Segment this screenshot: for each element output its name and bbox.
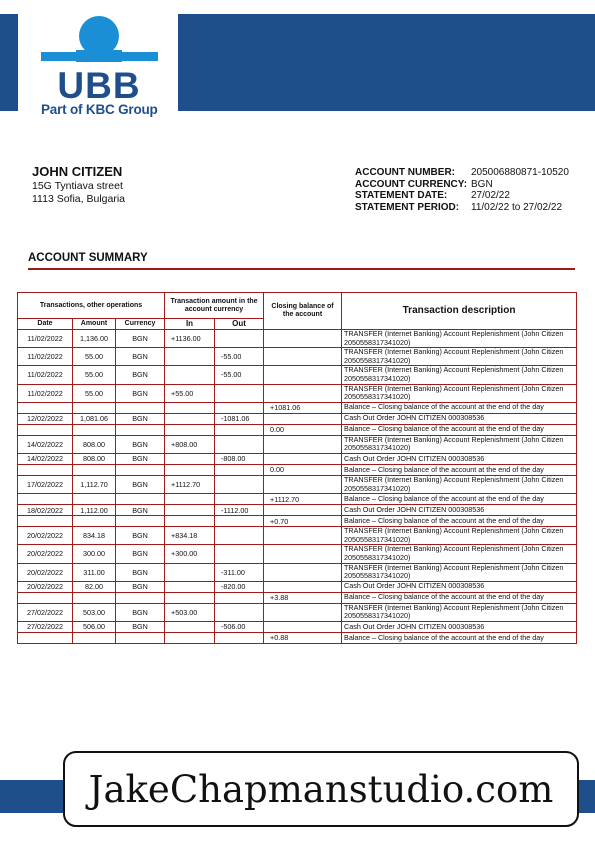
table-row <box>18 402 577 413</box>
cell-currency: BGN <box>116 330 165 348</box>
cell-date <box>18 494 73 505</box>
header-transaction-amount: Transaction amount in the account currency <box>165 293 264 319</box>
cell-description: Cash Out Order JOHN CITIZEN 000308536 <box>342 581 577 592</box>
cell-closing <box>264 621 342 632</box>
cell-date: 27/02/2022 <box>18 621 73 632</box>
group-label: Part of KBC Group <box>41 102 158 117</box>
cell-date <box>18 424 73 435</box>
cell-in: +1136.00 <box>165 330 215 348</box>
cell-in <box>165 348 215 366</box>
cell-currency: BGN <box>116 563 165 581</box>
cell-out: -1081.06 <box>215 413 264 424</box>
cell-closing <box>264 453 342 464</box>
cell-closing: +0.70 <box>264 516 342 527</box>
cell-out <box>215 494 264 505</box>
cell-date: 27/02/2022 <box>18 603 73 621</box>
cell-description: Balance – Closing balance of the account at the end of the day <box>342 464 577 475</box>
cell-in <box>165 505 215 516</box>
cell-amount <box>73 592 116 603</box>
cell-in <box>165 366 215 384</box>
table-row <box>18 494 577 505</box>
cell-description: TRANSFER (Internet Banking) Account Replenishment (John Citizen 2050558317341020) <box>342 348 577 366</box>
cell-amount: 1,112.00 <box>73 505 116 516</box>
cell-closing: +1081.06 <box>264 402 342 413</box>
cell-currency <box>116 402 165 413</box>
cell-out <box>215 603 264 621</box>
cell-amount: 808.00 <box>73 435 116 453</box>
cell-date: 20/02/2022 <box>18 545 73 563</box>
cell-description: Balance – Closing balance of the account at the end of the day <box>342 592 577 603</box>
cell-out: -311.00 <box>215 563 264 581</box>
header-amount: Amount <box>73 319 116 330</box>
transactions-table <box>17 292 577 644</box>
cell-date: 11/02/2022 <box>18 348 73 366</box>
cell-currency: BGN <box>116 545 165 563</box>
cell-currency: BGN <box>116 581 165 592</box>
cell-in: +834.18 <box>165 527 215 545</box>
table-row <box>18 413 577 424</box>
cell-out <box>215 527 264 545</box>
header-date: Date <box>18 319 73 330</box>
cell-in <box>165 581 215 592</box>
cell-date: 14/02/2022 <box>18 453 73 464</box>
cell-description: Balance – Closing balance of the account at the end of the day <box>342 402 577 413</box>
cell-amount: 55.00 <box>73 384 116 402</box>
cell-closing: +3.88 <box>264 592 342 603</box>
table-row <box>18 563 577 581</box>
table-row <box>18 366 577 384</box>
cell-closing <box>264 435 342 453</box>
cell-closing <box>264 413 342 424</box>
table-row <box>18 384 577 402</box>
header-band-left <box>0 14 18 111</box>
watermark: JakeChapmanstudio.com <box>63 751 579 827</box>
cell-date: 11/02/2022 <box>18 330 73 348</box>
cell-amount: 82.00 <box>73 581 116 592</box>
cell-in <box>165 494 215 505</box>
cell-description: Cash Out Order JOHN CITIZEN 000308536 <box>342 621 577 632</box>
cell-date <box>18 592 73 603</box>
customer-address-line1: 15G Tyntiava street <box>32 180 123 192</box>
account-currency-label: ACCOUNT CURRENCY: <box>355 178 468 190</box>
cell-amount <box>73 464 116 475</box>
cell-currency: BGN <box>116 413 165 424</box>
account-summary-title: ACCOUNT SUMMARY <box>28 252 148 264</box>
cell-currency: BGN <box>116 348 165 366</box>
cell-amount: 311.00 <box>73 563 116 581</box>
cell-out <box>215 435 264 453</box>
cell-out <box>215 632 264 643</box>
cell-amount: 506.00 <box>73 621 116 632</box>
header-closing-balance: Closing balance of the account <box>264 293 342 330</box>
cell-in <box>165 402 215 413</box>
cell-date: 12/02/2022 <box>18 413 73 424</box>
cell-description: TRANSFER (Internet Banking) Account Replenishment (John Citizen 2050558317341020) <box>342 330 577 348</box>
cell-out <box>215 402 264 413</box>
cell-amount: 1,081.06 <box>73 413 116 424</box>
cell-description: TRANSFER (Internet Banking) Account Replenishment (John Citizen 2050558317341020) <box>342 475 577 493</box>
cell-amount <box>73 516 116 527</box>
cell-description: TRANSFER (Internet Banking) Account Replenishment (John Citizen 2050558317341020) <box>342 527 577 545</box>
table-row <box>18 603 577 621</box>
statement-period: 11/02/22 to 27/02/22 <box>471 201 563 213</box>
cell-date: 17/02/2022 <box>18 475 73 493</box>
cell-in <box>165 632 215 643</box>
cell-description: Cash Out Order JOHN CITIZEN 000308536 <box>342 505 577 516</box>
cell-closing: +1112.70 <box>264 494 342 505</box>
table-row <box>18 348 577 366</box>
table-row <box>18 330 577 348</box>
cell-description: Balance – Closing balance of the account at the end of the day <box>342 424 577 435</box>
cell-description: Balance – Closing balance of the account at the end of the day <box>342 494 577 505</box>
cell-out <box>215 592 264 603</box>
cell-currency: BGN <box>116 603 165 621</box>
table-row <box>18 505 577 516</box>
cell-in <box>165 464 215 475</box>
header-transactions-group: Transactions, other operations <box>18 293 165 319</box>
cell-date: 14/02/2022 <box>18 435 73 453</box>
table-row <box>18 453 577 464</box>
cell-out <box>215 545 264 563</box>
customer-name: JOHN CITIZEN <box>32 164 123 179</box>
cell-currency <box>116 592 165 603</box>
header-band-right <box>178 14 595 111</box>
cell-closing <box>264 475 342 493</box>
account-number: 205006880871-10520 <box>471 167 569 178</box>
cell-amount: 808.00 <box>73 453 116 464</box>
table-row <box>18 516 577 527</box>
account-number-label: ACCOUNT NUMBER: <box>355 167 455 178</box>
cell-out <box>215 330 264 348</box>
cell-closing <box>264 505 342 516</box>
cell-in <box>165 516 215 527</box>
cell-amount <box>73 632 116 643</box>
cell-closing <box>264 348 342 366</box>
cell-closing: +0.88 <box>264 632 342 643</box>
header-description: Transaction description <box>342 293 577 330</box>
cell-out: -820.00 <box>215 581 264 592</box>
cell-description: Cash Out Order JOHN CITIZEN 000308536 <box>342 453 577 464</box>
summary-divider <box>28 268 575 270</box>
header-in: In <box>165 319 215 330</box>
cell-currency: BGN <box>116 621 165 632</box>
cell-closing <box>264 603 342 621</box>
cell-currency: BGN <box>116 475 165 493</box>
cell-closing <box>264 545 342 563</box>
cell-amount: 834.18 <box>73 527 116 545</box>
cell-currency <box>116 464 165 475</box>
cell-out <box>215 384 264 402</box>
statement-period-label: STATEMENT PERIOD: <box>355 201 460 213</box>
cell-closing <box>264 330 342 348</box>
cell-currency <box>116 632 165 643</box>
statement-date: 27/02/22 <box>471 190 510 202</box>
table-row <box>18 632 577 643</box>
cell-in: +300.00 <box>165 545 215 563</box>
cell-amount: 503.00 <box>73 603 116 621</box>
cell-currency: BGN <box>116 384 165 402</box>
cell-closing <box>264 563 342 581</box>
cell-amount: 300.00 <box>73 545 116 563</box>
cell-amount: 1,136.00 <box>73 330 116 348</box>
cell-currency <box>116 516 165 527</box>
cell-out <box>215 424 264 435</box>
cell-out <box>215 475 264 493</box>
table-row <box>18 545 577 563</box>
cell-currency: BGN <box>116 527 165 545</box>
cell-amount <box>73 494 116 505</box>
customer-address-line2: 1113 Sofia, Bulgaria <box>32 193 126 205</box>
cell-description: TRANSFER (Internet Banking) Account Replenishment (John Citizen 2050558317341020) <box>342 545 577 563</box>
cell-in: +503.00 <box>165 603 215 621</box>
cell-description: TRANSFER (Internet Banking) Account Replenishment (John Citizen 2050558317341020) <box>342 384 577 402</box>
cell-in <box>165 592 215 603</box>
cell-in: +55.00 <box>165 384 215 402</box>
cell-out: -808.00 <box>215 453 264 464</box>
cell-in <box>165 424 215 435</box>
table-row <box>18 435 577 453</box>
cell-closing <box>264 581 342 592</box>
cell-closing <box>264 366 342 384</box>
cell-date: 11/02/2022 <box>18 366 73 384</box>
cell-out <box>215 516 264 527</box>
account-currency: BGN <box>471 178 493 190</box>
cell-out: -55.00 <box>215 348 264 366</box>
cell-closing <box>264 527 342 545</box>
cell-description: TRANSFER (Internet Banking) Account Replenishment (John Citizen 2050558317341020) <box>342 563 577 581</box>
cell-amount <box>73 402 116 413</box>
cell-date <box>18 402 73 413</box>
cell-currency: BGN <box>116 435 165 453</box>
cell-in <box>165 563 215 581</box>
cell-in <box>165 453 215 464</box>
header-out: Out <box>215 319 264 330</box>
cell-currency <box>116 494 165 505</box>
cell-date: 20/02/2022 <box>18 581 73 592</box>
cell-date <box>18 632 73 643</box>
cell-closing: 0.00 <box>264 424 342 435</box>
cell-description: Balance – Closing balance of the account at the end of the day <box>342 632 577 643</box>
statement-date-label: STATEMENT DATE: <box>355 190 448 202</box>
account-info <box>355 167 569 213</box>
cell-out: -55.00 <box>215 366 264 384</box>
cell-description: Cash Out Order JOHN CITIZEN 000308536 <box>342 413 577 424</box>
table-row <box>18 621 577 632</box>
cell-currency: BGN <box>116 505 165 516</box>
cell-description: TRANSFER (Internet Banking) Account Replenishment (John Citizen 2050558317341020) <box>342 603 577 621</box>
table-row <box>18 475 577 493</box>
cell-currency <box>116 424 165 435</box>
table-row <box>18 527 577 545</box>
cell-in: +808.00 <box>165 435 215 453</box>
cell-closing: 0.00 <box>264 464 342 475</box>
table-row <box>18 464 577 475</box>
cell-amount: 55.00 <box>73 366 116 384</box>
cell-amount: 1,112.70 <box>73 475 116 493</box>
cell-out: -1112.00 <box>215 505 264 516</box>
cell-date <box>18 516 73 527</box>
cell-out <box>215 464 264 475</box>
cell-description: Balance – Closing balance of the account at the end of the day <box>342 516 577 527</box>
cell-date: 11/02/2022 <box>18 384 73 402</box>
cell-in <box>165 413 215 424</box>
cell-description: TRANSFER (Internet Banking) Account Replenishment (John Citizen 2050558317341020) <box>342 435 577 453</box>
table-row <box>18 592 577 603</box>
cell-in: +1112.70 <box>165 475 215 493</box>
cell-amount <box>73 424 116 435</box>
header-currency: Currency <box>116 319 165 330</box>
cell-currency: BGN <box>116 366 165 384</box>
table-row <box>18 424 577 435</box>
cell-date: 18/02/2022 <box>18 505 73 516</box>
cell-in <box>165 621 215 632</box>
cell-date <box>18 464 73 475</box>
cell-date: 20/02/2022 <box>18 563 73 581</box>
logo-wordmark: UBB <box>57 65 141 106</box>
cell-currency: BGN <box>116 453 165 464</box>
cell-date: 20/02/2022 <box>18 527 73 545</box>
cell-out: -506.00 <box>215 621 264 632</box>
cell-closing <box>264 384 342 402</box>
cell-description: TRANSFER (Internet Banking) Account Replenishment (John Citizen 2050558317341020) <box>342 366 577 384</box>
cell-amount: 55.00 <box>73 348 116 366</box>
table-row <box>18 581 577 592</box>
